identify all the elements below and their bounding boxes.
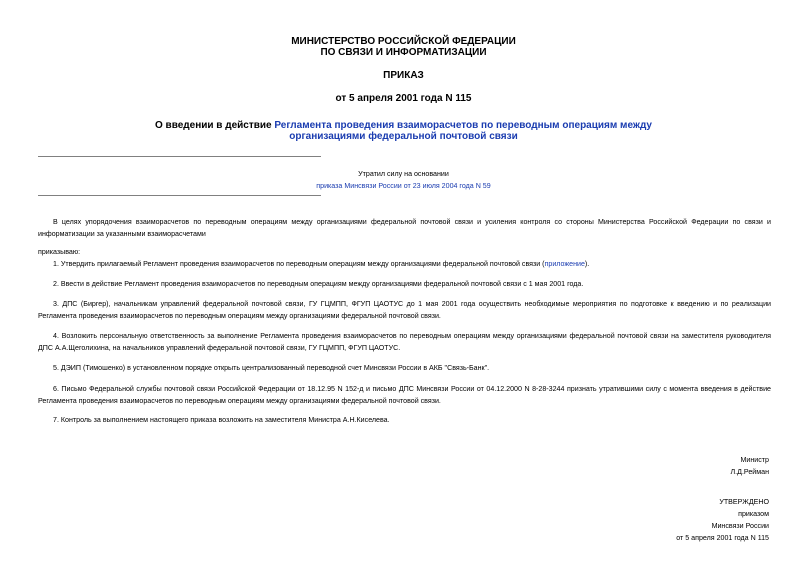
item-4-paragraph: 4. Возложить персональную ответственность за выполнение Регламента проведения взаиморасчетов по переводным операциям между организациями федеральной почтовой связи на заместителя руководителя ДПС А.А.Щеголихина, на начальников управлений федеральной почтовой связи, ГУ ГЦМПП, ФГУП ЦАОТУС. bbox=[38, 332, 771, 352]
preamble-paragraph: В целях упорядочения взаиморасчетов по переводным операциям между организациями федеральной почтовой связи и усиления контроля со стороны Министерства Российской Федерации по связи и информатизации за указанными взаиморасчетами bbox=[38, 218, 771, 238]
item-7-paragraph: 7. Контроль за выполнением настоящего приказа возложить на заместителя Министра А.Н.Киселева. bbox=[53, 416, 390, 424]
approval-line2: приказом bbox=[738, 510, 769, 518]
signature-position: Министр bbox=[740, 456, 769, 464]
item-1-text: 1. Утвердить прилагаемый Регламент проведения взаиморасчетов по переводным операциям между организациями федеральной почтовой связи ( bbox=[53, 260, 545, 268]
divider-top bbox=[38, 156, 321, 157]
item-1-paragraph bbox=[38, 258, 771, 270]
regulation-link[interactable]: Регламента проведения взаиморасчетов по переводным операциям между bbox=[274, 120, 652, 131]
appendix-link[interactable]: приложение bbox=[544, 260, 585, 268]
document-type: ПРИКАЗ bbox=[383, 70, 424, 81]
item-3-paragraph: 3. ДПС (Биргер), начальникам управлений федеральной почтовой связи, ГУ ГЦМПП, ФГУП ЦАОТУС до 1 мая 2001 года осуществить необходимые мероприятия по подготовке к введению и по реализации Регламента проведения взаиморасчетов по переводным операциям между организациями федеральной почтовой связи. bbox=[38, 300, 771, 320]
signature-name: Л.Д.Рейман bbox=[730, 468, 769, 476]
item-2-paragraph: 2. Ввести в действие Регламент проведения взаиморасчетов по переводным операциям между организациями федеральной почтовой связи с 1 мая 2001 года. bbox=[53, 280, 584, 288]
approval-line4: от 5 апреля 2001 года N 115 bbox=[676, 534, 769, 542]
regulation-link-line2[interactable]: организациями федеральной почтовой связи bbox=[289, 131, 518, 142]
item-1-end: ). bbox=[584, 260, 590, 268]
approval-line1: УТВЕРЖДЕНО bbox=[719, 498, 769, 506]
ministry-name-line2: ПО СВЯЗИ И ИНФОРМАТИЗАЦИИ bbox=[320, 47, 487, 58]
ministry-name-line1: МИНИСТЕРСТВО РОССИЙСКОЙ ФЕДЕРАЦИИ bbox=[291, 36, 516, 47]
item-5-paragraph: 5. ДЭИП (Тимошенко) в установленном порядке открыть централизованный переводной счет Минсвязи России в АКБ "Связь-Банк". bbox=[53, 364, 490, 372]
order-word: приказываю: bbox=[38, 248, 81, 256]
approval-line3: Минсвязи России bbox=[711, 522, 769, 530]
status-note-line1: Утратил силу на основании bbox=[358, 170, 449, 178]
document-date-number: от 5 апреля 2001 года N 115 bbox=[335, 93, 472, 104]
divider-bottom bbox=[38, 195, 321, 196]
item-6-paragraph: 6. Письмо Федеральной службы почтовой связи Российской Федерации от 18.12.95 N 152-д и письмо ДПС Минсвязи России от 04.12.2000 N 8-28-3244 признать утратившими силу с момента введения в действие Регламента проведения взаиморасчетов по переводным операциям между организациями федеральной почтовой связи. bbox=[38, 385, 771, 405]
repeal-order-link[interactable]: приказа Минсвязи России от 23 июля 2004 года N 59 bbox=[316, 182, 491, 190]
title-prefix: О введении в действие bbox=[155, 120, 275, 131]
